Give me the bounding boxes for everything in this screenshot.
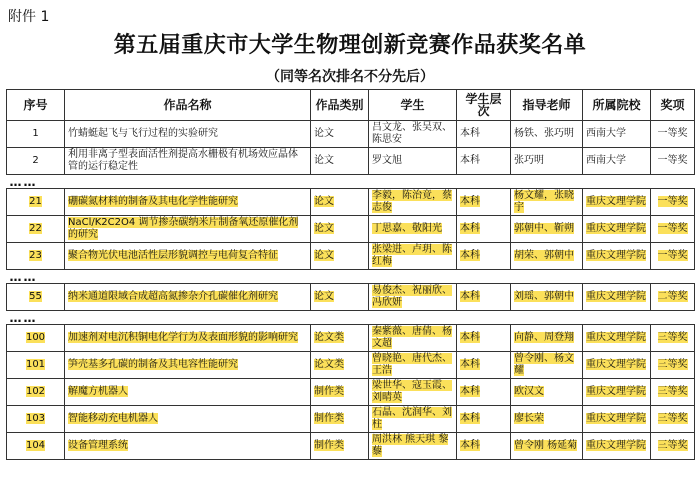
cell-award [651, 433, 695, 460]
cell-award [651, 379, 695, 406]
highlighted-text: 103 [25, 413, 46, 424]
highlighted-text: 论文 [314, 250, 334, 261]
cell-award [651, 189, 695, 216]
highlighted-text: 制作类 [314, 386, 344, 397]
highlighted-text: 重庆文理学院 [586, 332, 646, 343]
highlighted-text: NaCl/K2C2O4 调节掺杂碳纳米片制备氧还原催化剂的研究 [68, 217, 299, 240]
cell-advisor [511, 189, 583, 216]
cell-students [369, 216, 457, 243]
cell-level [457, 216, 511, 243]
cell-school [583, 433, 651, 460]
cell-name [65, 216, 311, 243]
cell-no [7, 216, 65, 243]
highlighted-text: 104 [25, 440, 46, 451]
cell-advisor: 张巧明 [511, 148, 583, 175]
cell-advisor [511, 284, 583, 311]
cell-award [651, 352, 695, 379]
cell-school [583, 189, 651, 216]
cell-award [651, 406, 695, 433]
cell-name [65, 352, 311, 379]
cell-students [369, 284, 457, 311]
cell-name: 竹蜻蜓起飞与飞行过程的实验研究 [65, 121, 311, 148]
cell-school [583, 243, 651, 270]
highlighted-text: 23 [29, 250, 42, 261]
cell-advisor [511, 352, 583, 379]
cell-level [457, 325, 511, 352]
cell-category [311, 433, 369, 460]
cell-school [583, 216, 651, 243]
cell-advisor [511, 243, 583, 270]
cell-category [311, 284, 369, 311]
highlighted-text: 三等奖 [657, 413, 688, 424]
cell-students [369, 406, 457, 433]
highlighted-text: 丁思嘉、敬阳光 [372, 223, 442, 234]
cell-award [651, 325, 695, 352]
cell-advisor [511, 216, 583, 243]
highlighted-text: 22 [29, 223, 42, 234]
attachment-label: 附件 1 [8, 9, 50, 25]
highlighted-text: 论文类 [314, 332, 344, 343]
highlighted-text: 论文 [314, 196, 334, 207]
highlighted-text: 重庆文理学院 [586, 359, 646, 370]
cell-students [369, 325, 457, 352]
cell-no [7, 379, 65, 406]
cell-advisor [511, 433, 583, 460]
cell-name: 利用非离子型表面活性剂提高水栅极有机场效应晶体管的运行稳定性 [65, 148, 311, 175]
highlighted-text: 曾令刚、杨文耀 [514, 353, 574, 376]
ellipsis-row [7, 270, 695, 284]
highlighted-text: 易俊杰、祝丽欣、冯欣妍 [372, 285, 452, 308]
highlighted-text: 论文 [314, 223, 334, 234]
highlighted-text: 三等奖 [657, 440, 688, 451]
table-row [7, 433, 695, 460]
highlighted-text: 三等奖 [657, 359, 688, 370]
cell-students [369, 189, 457, 216]
col-header-award: 奖项 [651, 90, 695, 121]
highlighted-text: 加速剂对电沉积铜电化学行为及表面形貌的影响研究 [68, 332, 298, 343]
cell-no [7, 325, 65, 352]
table-row [7, 243, 695, 270]
cell-level [457, 189, 511, 216]
cell-no [7, 189, 65, 216]
col-header-students: 学生 [369, 90, 457, 121]
cell-advisor [511, 406, 583, 433]
highlighted-text: 本科 [460, 291, 480, 302]
col-header-category: 作品类别 [311, 90, 369, 121]
ellipsis-row [7, 311, 695, 325]
cell-level [457, 433, 511, 460]
highlighted-text: 解魔方机器人 [68, 386, 128, 397]
cell-award [651, 243, 695, 270]
cell-no [7, 284, 65, 311]
cell-no: 2 [7, 148, 65, 175]
table-row [7, 216, 695, 243]
highlighted-text: 重庆文理学院 [586, 196, 646, 207]
cell-category: 论文 [311, 121, 369, 148]
cell-students: 罗文旭 [369, 148, 457, 175]
table-row [7, 284, 695, 311]
cell-category: 论文 [311, 148, 369, 175]
highlighted-text: 二等奖 [657, 291, 688, 302]
highlighted-text: 本科 [460, 359, 480, 370]
table-row [7, 325, 695, 352]
highlighted-text: 纳米通道限域合成超高氮掺杂介孔碳催化剂研究 [68, 291, 278, 302]
highlighted-text: 一等奖 [657, 250, 688, 261]
cell-no [7, 433, 65, 460]
ellipsis-text: …… [7, 175, 695, 189]
page-title: 第五届重庆市大学生物理创新竞赛作品获奖名单 [113, 32, 587, 58]
highlighted-text: 梁世华、寇玉霞、刘晴英 [372, 380, 452, 403]
cell-school [583, 352, 651, 379]
cell-category [311, 189, 369, 216]
highlighted-text: 重庆文理学院 [586, 386, 646, 397]
cell-school: 西南大学 [583, 121, 651, 148]
highlighted-text: 杨文耀，张晓宇 [514, 190, 574, 213]
table-row [7, 379, 695, 406]
cell-award [651, 216, 695, 243]
highlighted-text: 论文 [314, 291, 334, 302]
highlighted-text: 101 [25, 359, 46, 370]
cell-level [457, 243, 511, 270]
col-header-level: 学生层次 [457, 90, 511, 121]
table-row [7, 189, 695, 216]
col-header-advisor: 指导老师 [511, 90, 583, 121]
cell-name [65, 325, 311, 352]
cell-advisor [511, 325, 583, 352]
table-row [7, 406, 695, 433]
page-subtitle: （同等名次排名不分先后） [266, 69, 434, 85]
ellipsis-text: …… [7, 270, 695, 284]
highlighted-text: 三等奖 [657, 332, 688, 343]
cell-name [65, 284, 311, 311]
cell-category [311, 379, 369, 406]
award-table [6, 89, 695, 460]
highlighted-text: 向静、周登翔 [514, 332, 574, 343]
highlighted-text: 制作类 [314, 440, 344, 451]
cell-students [369, 433, 457, 460]
cell-level: 本科 [457, 148, 511, 175]
ellipsis-text: …… [7, 311, 695, 325]
cell-category [311, 243, 369, 270]
highlighted-text: 100 [25, 332, 46, 343]
highlighted-text: 102 [25, 386, 46, 397]
cell-award [651, 284, 695, 311]
highlighted-text: 本科 [460, 223, 480, 234]
highlighted-text: 欧汉文 [514, 386, 544, 397]
highlighted-text: 智能移动充电机器人 [68, 413, 158, 424]
table-row [7, 148, 695, 175]
highlighted-text: 硼碳氮材料的制备及其电化学性能研究 [68, 196, 238, 207]
highlighted-text: 张梁进、卢玥、陈红梅 [372, 244, 452, 267]
cell-advisor [511, 379, 583, 406]
highlighted-text: 本科 [460, 386, 480, 397]
highlighted-text: 石晶、沈润华、刘柱 [372, 407, 452, 430]
cell-name [65, 406, 311, 433]
highlighted-text: 重庆文理学院 [586, 440, 646, 451]
col-header-name: 作品名称 [65, 90, 311, 121]
cell-school [583, 379, 651, 406]
cell-students [369, 243, 457, 270]
cell-level [457, 284, 511, 311]
highlighted-text: 郭朝中、靳朔 [514, 223, 574, 234]
page-bottom-edge [0, 486, 700, 496]
highlighted-text: 秦紫薇、唐倩、杨文超 [372, 326, 452, 349]
highlighted-text: 重庆文理学院 [586, 291, 646, 302]
cell-no [7, 352, 65, 379]
cell-category [311, 216, 369, 243]
cell-category [311, 352, 369, 379]
highlighted-text: 曾晓艳、唐代杰、王浩 [372, 353, 452, 376]
cell-award: 一等奖 [651, 148, 695, 175]
table-header-row [7, 90, 695, 121]
cell-school [583, 406, 651, 433]
highlighted-text: 55 [29, 291, 42, 302]
cell-name [65, 189, 311, 216]
cell-advisor: 杨铁、张巧明 [511, 121, 583, 148]
highlighted-text: 聚合物光伏电池活性层形貌调控与电荷复合特征 [68, 250, 278, 261]
highlighted-text: 本科 [460, 440, 480, 451]
highlighted-text: 一等奖 [657, 223, 688, 234]
highlighted-text: 论文类 [314, 359, 344, 370]
cell-students [369, 379, 457, 406]
cell-category [311, 325, 369, 352]
highlighted-text: 本科 [460, 196, 480, 207]
col-header-school: 所属院校 [583, 90, 651, 121]
cell-students [369, 352, 457, 379]
cell-no [7, 406, 65, 433]
highlighted-text: 制作类 [314, 413, 344, 424]
cell-level [457, 406, 511, 433]
highlighted-text: 曾令刚 杨延菊 [514, 440, 578, 451]
highlighted-text: 本科 [460, 250, 480, 261]
cell-no: 1 [7, 121, 65, 148]
highlighted-text: 一等奖 [657, 196, 688, 207]
highlighted-text: 笋壳基多孔碳的制备及其电容性能研究 [68, 359, 238, 370]
cell-no [7, 243, 65, 270]
highlighted-text: 本科 [460, 332, 480, 343]
cell-school [583, 325, 651, 352]
highlighted-text: 三等奖 [657, 386, 688, 397]
cell-award: 一等奖 [651, 121, 695, 148]
ellipsis-row [7, 175, 695, 189]
highlighted-text: 重庆文理学院 [586, 223, 646, 234]
cell-students: 吕文龙、张吴双、陈思安 [369, 121, 457, 148]
highlighted-text: 李毅，陈治竟，蔡志俊 [372, 190, 452, 213]
cell-level [457, 352, 511, 379]
highlighted-text: 21 [29, 196, 42, 207]
highlighted-text: 重庆文理学院 [586, 413, 646, 424]
cell-name [65, 379, 311, 406]
highlighted-text: 设备管理系统 [68, 440, 128, 451]
highlighted-text: 刘瑶、郭朝中 [514, 291, 574, 302]
highlighted-text: 胡荣、郭朝中 [514, 250, 574, 261]
cell-name [65, 433, 311, 460]
cell-school: 西南大学 [583, 148, 651, 175]
highlighted-text: 周洪林 熊天琪 黎藜 [372, 434, 449, 457]
cell-level [457, 379, 511, 406]
cell-school [583, 284, 651, 311]
table-row [7, 121, 695, 148]
cell-category [311, 406, 369, 433]
highlighted-text: 重庆文理学院 [586, 250, 646, 261]
highlighted-text: 本科 [460, 413, 480, 424]
table-row [7, 352, 695, 379]
cell-level: 本科 [457, 121, 511, 148]
highlighted-text: 廖长荣 [514, 413, 544, 424]
col-header-no: 序号 [7, 90, 65, 121]
cell-name [65, 243, 311, 270]
